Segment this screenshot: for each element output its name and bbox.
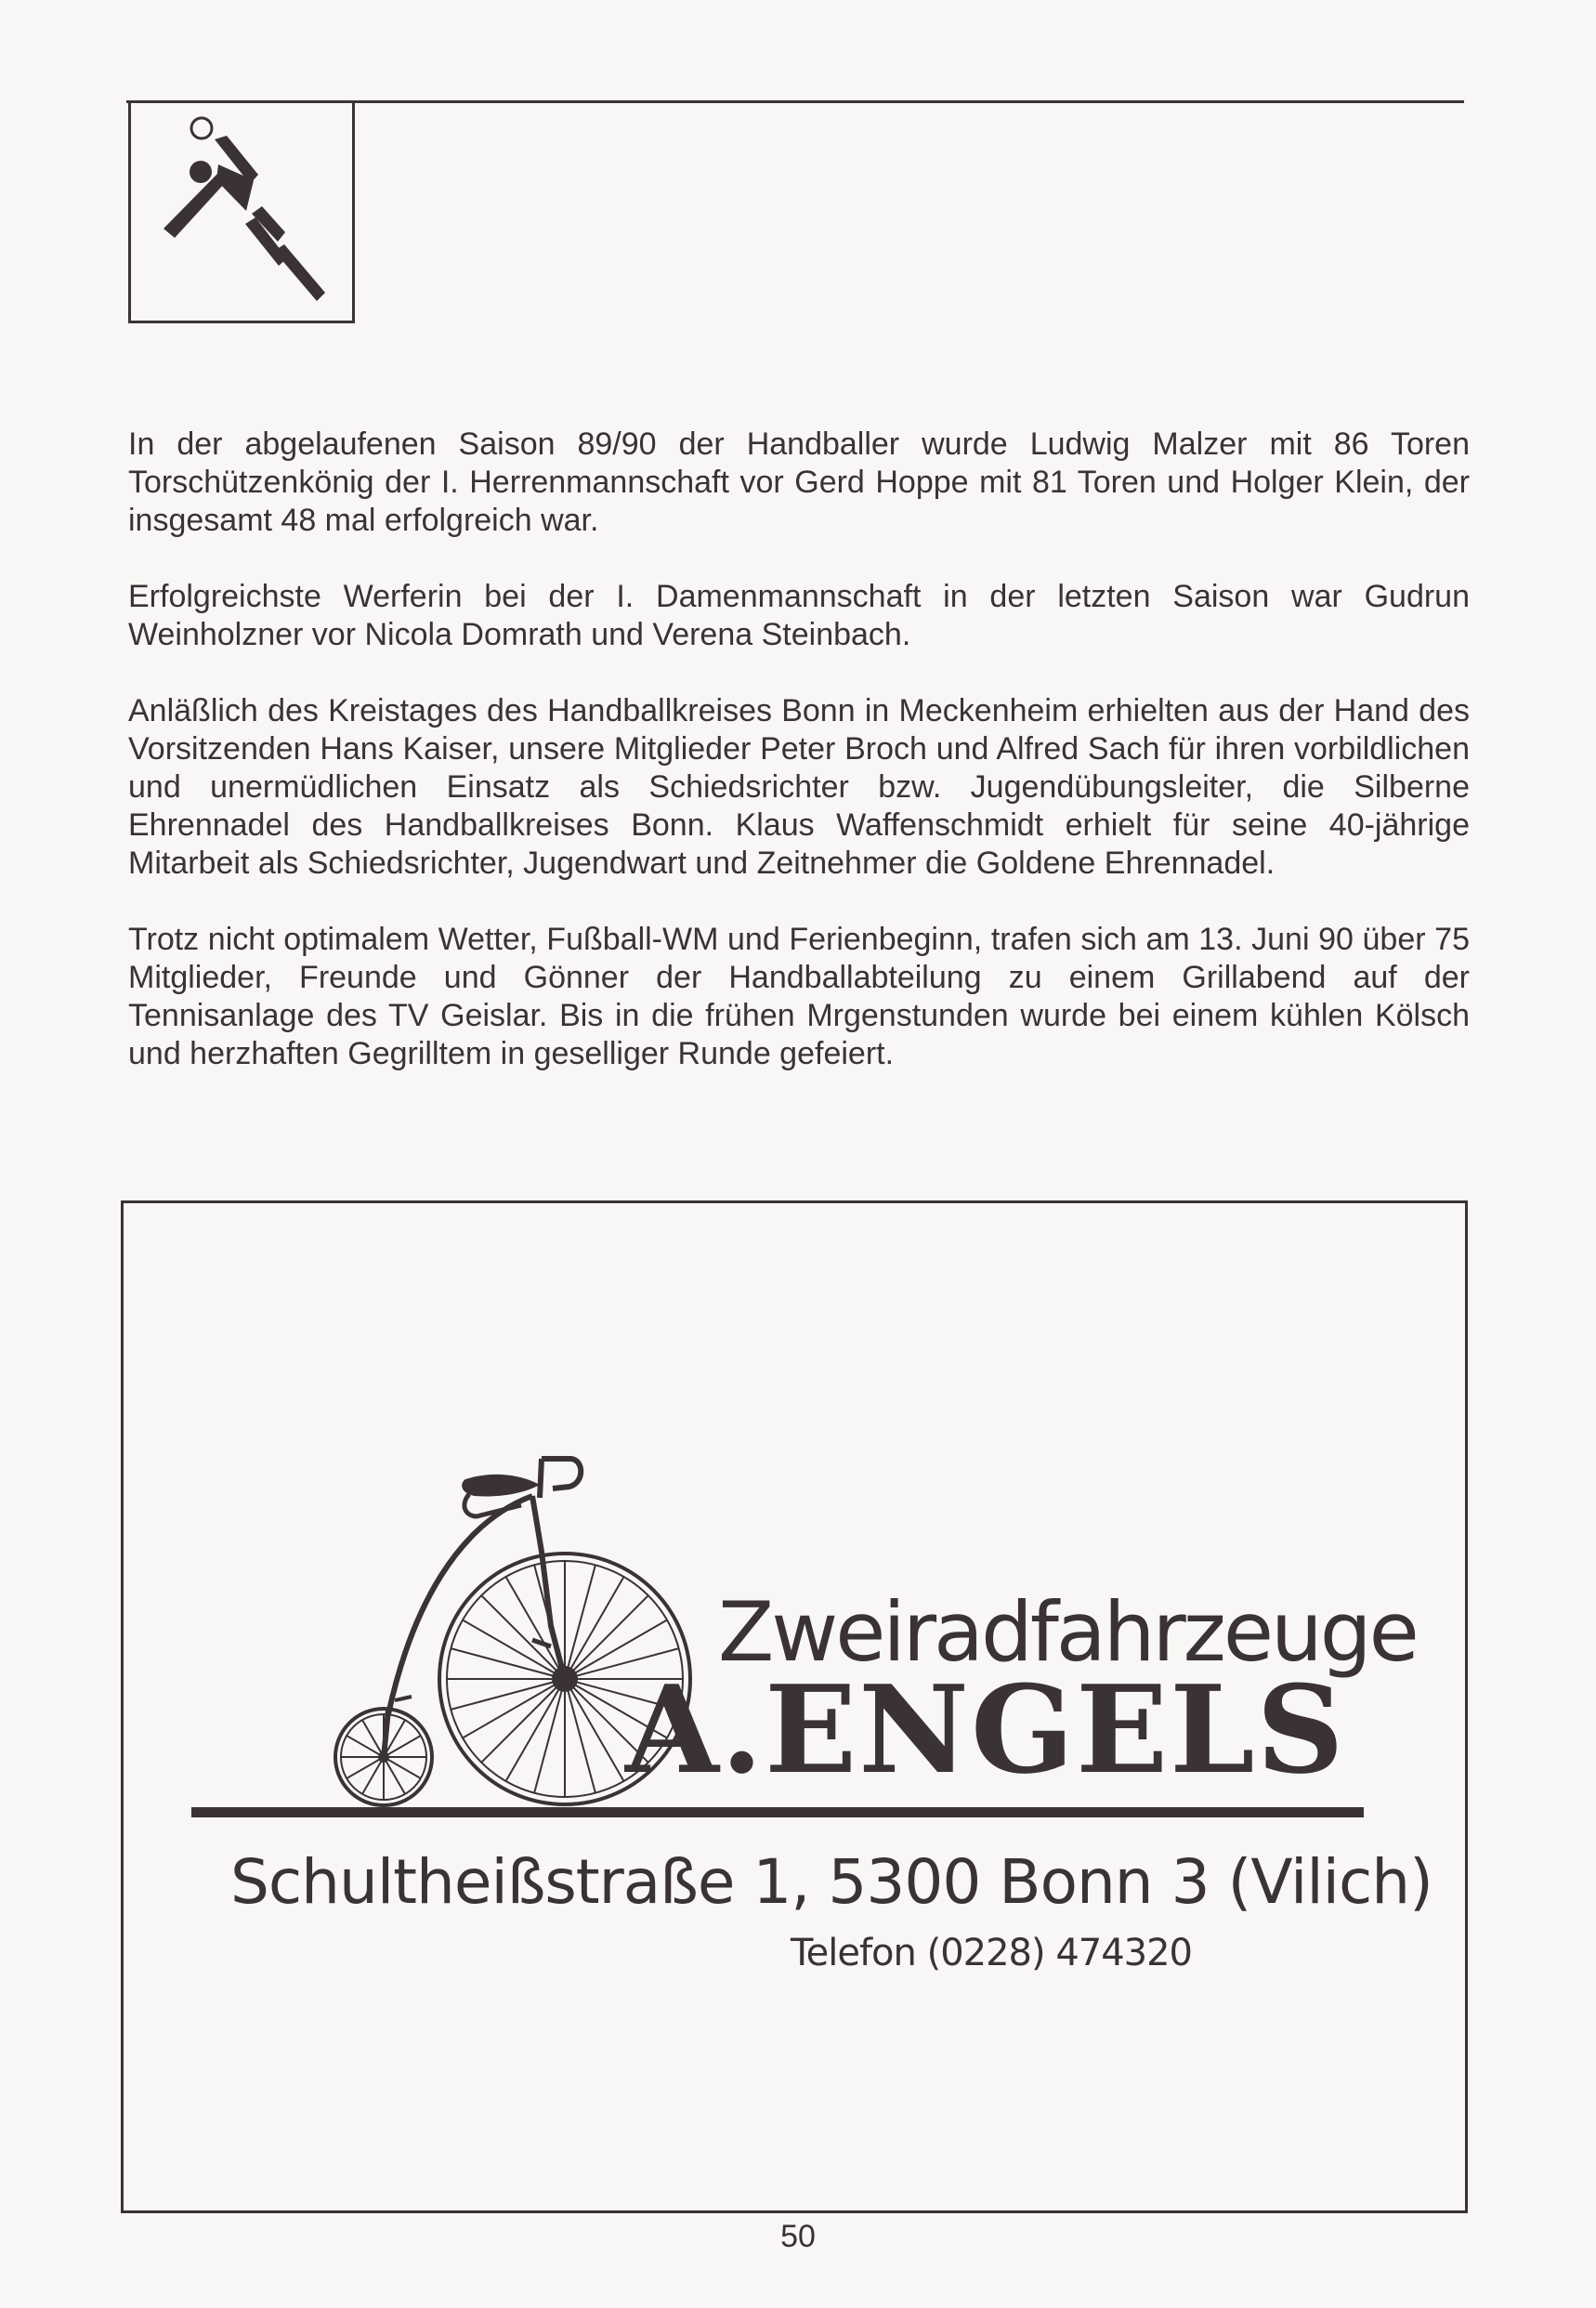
ad-phone: Telefon (0228) 474320 xyxy=(791,1932,1193,1974)
handball-logo-box xyxy=(128,102,355,323)
ad-company-name: A.ENGELS xyxy=(625,1659,1346,1801)
ad-rule xyxy=(191,1807,1364,1817)
article-paragraph: Erfolgreichste Werferin bei der I. Damenmannschaft in der letzten Saison war Gudrun Weinholzner vor Nicola Domrath und Verena Steinbach. xyxy=(128,579,1470,652)
ad-subtitle: Zweiradfahrzeuge xyxy=(718,1584,1417,1680)
article-paragraph: In der abgelaufenen Saison 89/90 der Handballer wurde Ludwig Malzer mit 86 Toren Torschützenkönig der I. Herrenmannschaft vor Gerd Hoppe mit 81 Toren und Holger Klein, der insgesamt 48 mal erfolgreich war. xyxy=(128,426,1470,538)
article-paragraph: Trotz nicht optimalem Wetter, Fußball-WM und Ferienbeginn, trafen sich am 13. Juni 90 über 75 Mitglieder, Freunde und Gönner der Handballabteilung zu einem Grillabend auf der Tennisanlage des TV Geislar. Bis in die frühen Mrgenstunden wurde bei einem kühlen Kölsch und herzhaften Gegrilltem in geselliger Runde gefeiert. xyxy=(128,922,1470,1071)
ad-address: Schultheißstraße 1, 5300 Bonn 3 (Vilich) xyxy=(230,1846,1432,1918)
article xyxy=(128,426,1470,1111)
article-paragraph: Anläßlich des Kreistages des Handballkreises Bonn in Meckenheim erhielten aus der Hand des Vorsitzenden Hans Kaiser, unsere Mitglieder Peter Broch und Alfred Sach für ihren vorbildlichen und unermüdlichen Einsatz als Schiedsrichter bzw. Jugendübungsleiter, die Silberne Ehrennadel des Handballkreises Bonn. Klaus Waffenschmidt erhielt für seine 40-jährige Mitarbeit als Schiedsrichter, Jugendwart und Zeitnehmer die Goldene Ehrennadel. xyxy=(128,693,1470,881)
page-number: 50 xyxy=(780,2219,816,2254)
advertisement-box xyxy=(121,1200,1468,2213)
handball-player-icon xyxy=(131,102,352,321)
